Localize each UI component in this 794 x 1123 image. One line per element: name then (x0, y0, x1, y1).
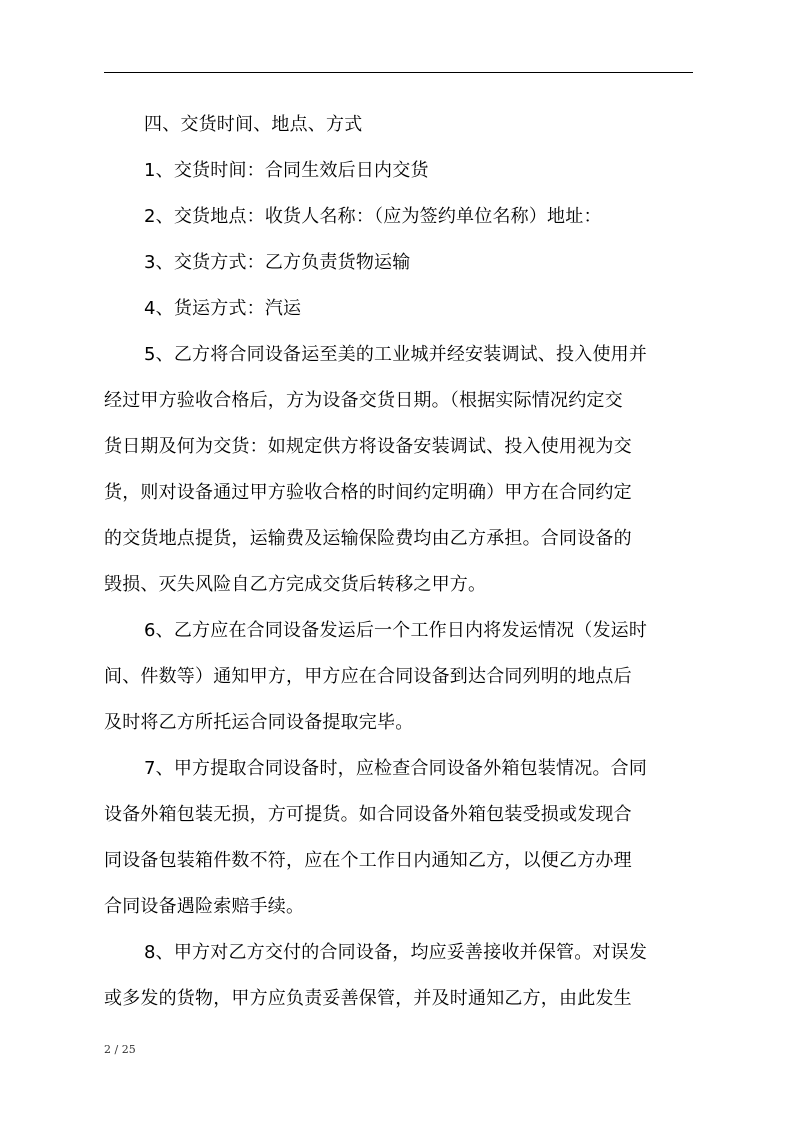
paragraph-line: 6、乙方应在合同设备发运后一个工作日内将发运情况（发运时 (144, 620, 648, 641)
paragraph-line: 合同设备遇险索赔手续。 (104, 896, 305, 917)
paragraph-line: 货，则对设备通过甲方验收合格的时间约定明确）甲方在合同约定 (104, 482, 632, 503)
paragraph-line: 或多发的货物，甲方应负责妥善保管，并及时通知乙方，由此发生 (104, 988, 632, 1009)
paragraph-line: 1、交货时间：合同生效后日内交货 (144, 160, 429, 181)
section-heading: 四、交货时间、地点、方式 (144, 114, 363, 135)
paragraph-line: 4、货运方式：汽运 (144, 298, 302, 319)
paragraph-line: 及时将乙方所托运合同设备提取完毕。 (104, 712, 414, 733)
paragraph-line: 设备外箱包装无损，方可提货。如合同设备外箱包装受损或发现合 (104, 804, 632, 825)
paragraph-line: 2、交货地点：收货人名称：（应为签约单位名称）地址： (144, 206, 602, 227)
document-body (104, 102, 694, 1022)
paragraph-line: 8、甲方对乙方交付的合同设备，均应妥善接收并保管。对误发 (144, 942, 648, 963)
paragraph-line: 3、交货方式：乙方负责货物运输 (144, 252, 411, 273)
paragraph-line: 7、甲方提取合同设备时，应检查合同设备外箱包装情况。合同 (144, 758, 648, 779)
paragraph-line: 货日期及何为交货：如规定供方将设备安装调试、投入使用视为交 (104, 436, 632, 457)
page-number: 2 / 25 (104, 1043, 136, 1056)
paragraph-line: 间、件数等）通知甲方，甲方应在合同设备到达合同列明的地点后 (104, 666, 632, 687)
paragraph-line: 毁损、灭失风险自乙方完成交货后转移之甲方。 (104, 574, 487, 595)
paragraph-line: 同设备包装箱件数不符，应在个工作日内通知乙方，以便乙方办理 (104, 850, 632, 871)
paragraph-line: 经过甲方验收合格后，方为设备交货日期。（根据实际情况约定交 (104, 390, 623, 411)
header-rule (104, 72, 693, 73)
paragraph-line: 的交货地点提货，运输费及运输保险费均由乙方承担。合同设备的 (104, 528, 632, 549)
paragraph-line: 5、乙方将合同设备运至美的工业城并经安装调试、投入使用并 (144, 344, 648, 365)
